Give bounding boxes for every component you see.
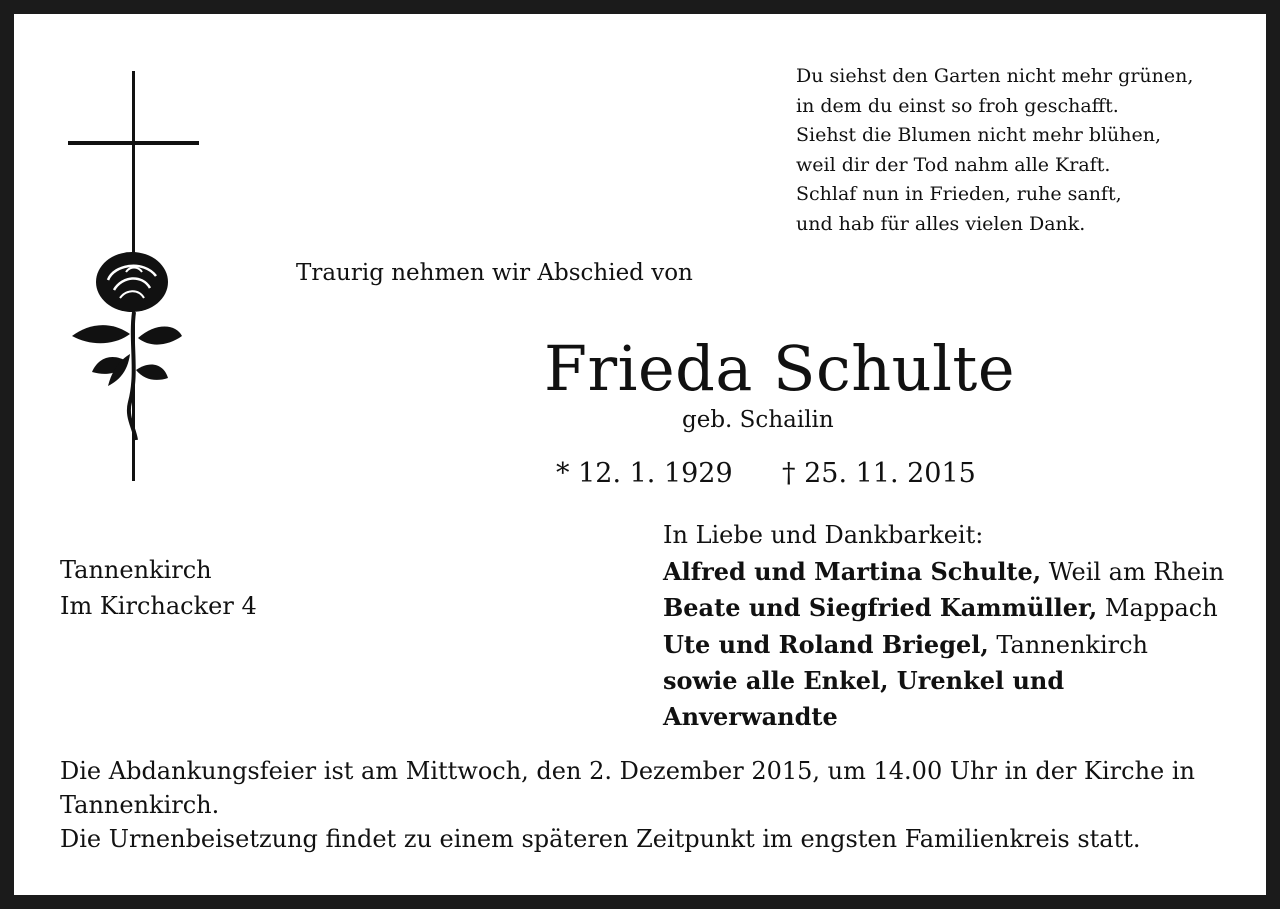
poem-line: Du siehst den Garten nicht mehr grünen, xyxy=(796,65,1194,87)
poem-line: weil dir der Tod nahm alle Kraft. xyxy=(796,153,1111,176)
poem xyxy=(796,62,1193,239)
poem-line: Siehst die Blumen nicht mehr blühen, xyxy=(796,124,1162,146)
mourner-place: Tannenkirch xyxy=(996,630,1148,659)
poem-line: Schlaf nun in Frieden, ruhe sanft, xyxy=(796,183,1122,205)
mourner-line xyxy=(663,627,1224,664)
mourner-line xyxy=(663,554,1224,591)
mourners-extra: Anverwandte xyxy=(663,701,838,731)
footer-line: Die Abdankungsfeier ist am Mittwoch, den 2. Dezember 2015, um 14.00 Uhr in der Kirche in Tannenkirch. xyxy=(60,757,1195,819)
intro-text: Traurig nehmen wir Abschied von xyxy=(296,260,693,286)
address xyxy=(60,552,257,624)
address-line: Tannenkirch xyxy=(60,556,212,584)
address-line: Im Kirchacker 4 xyxy=(60,592,257,620)
mourner-names: Alfred und Martina Schulte, xyxy=(663,556,1042,586)
mourner-line xyxy=(663,590,1224,627)
deceased-name: Frieda Schulte xyxy=(544,332,1016,405)
cross-bar xyxy=(68,141,199,145)
mourners-intro: In Liebe und Dankbarkeit: xyxy=(663,521,984,549)
mourner-names: Beate und Siegfried Kammüller, xyxy=(663,593,1098,622)
mourner-place: Mappach xyxy=(1104,594,1218,622)
poem-line: in dem du einst so froh geschafft. xyxy=(796,94,1119,117)
mourners-block xyxy=(663,518,1224,734)
death-date: † 25. 11. 2015 xyxy=(782,458,976,489)
mourners-extra: sowie alle Enkel, Urenkel und xyxy=(663,666,1065,695)
mourner-names: Ute und Roland Briegel, xyxy=(663,629,989,659)
footer-text xyxy=(60,754,1230,856)
birth-date: * 12. 1. 1929 xyxy=(556,458,733,489)
mourner-place: Weil am Rhein xyxy=(1048,557,1225,586)
poem-line: und hab für alles vielen Dank. xyxy=(796,212,1086,235)
rose-icon xyxy=(64,242,204,442)
footer-line: Die Urnenbeisetzung findet zu einem späteren Zeitpunkt im engsten Familienkreis statt. xyxy=(60,825,1141,853)
maiden-name: geb. Schailin xyxy=(682,407,834,433)
obituary-card xyxy=(14,14,1266,895)
